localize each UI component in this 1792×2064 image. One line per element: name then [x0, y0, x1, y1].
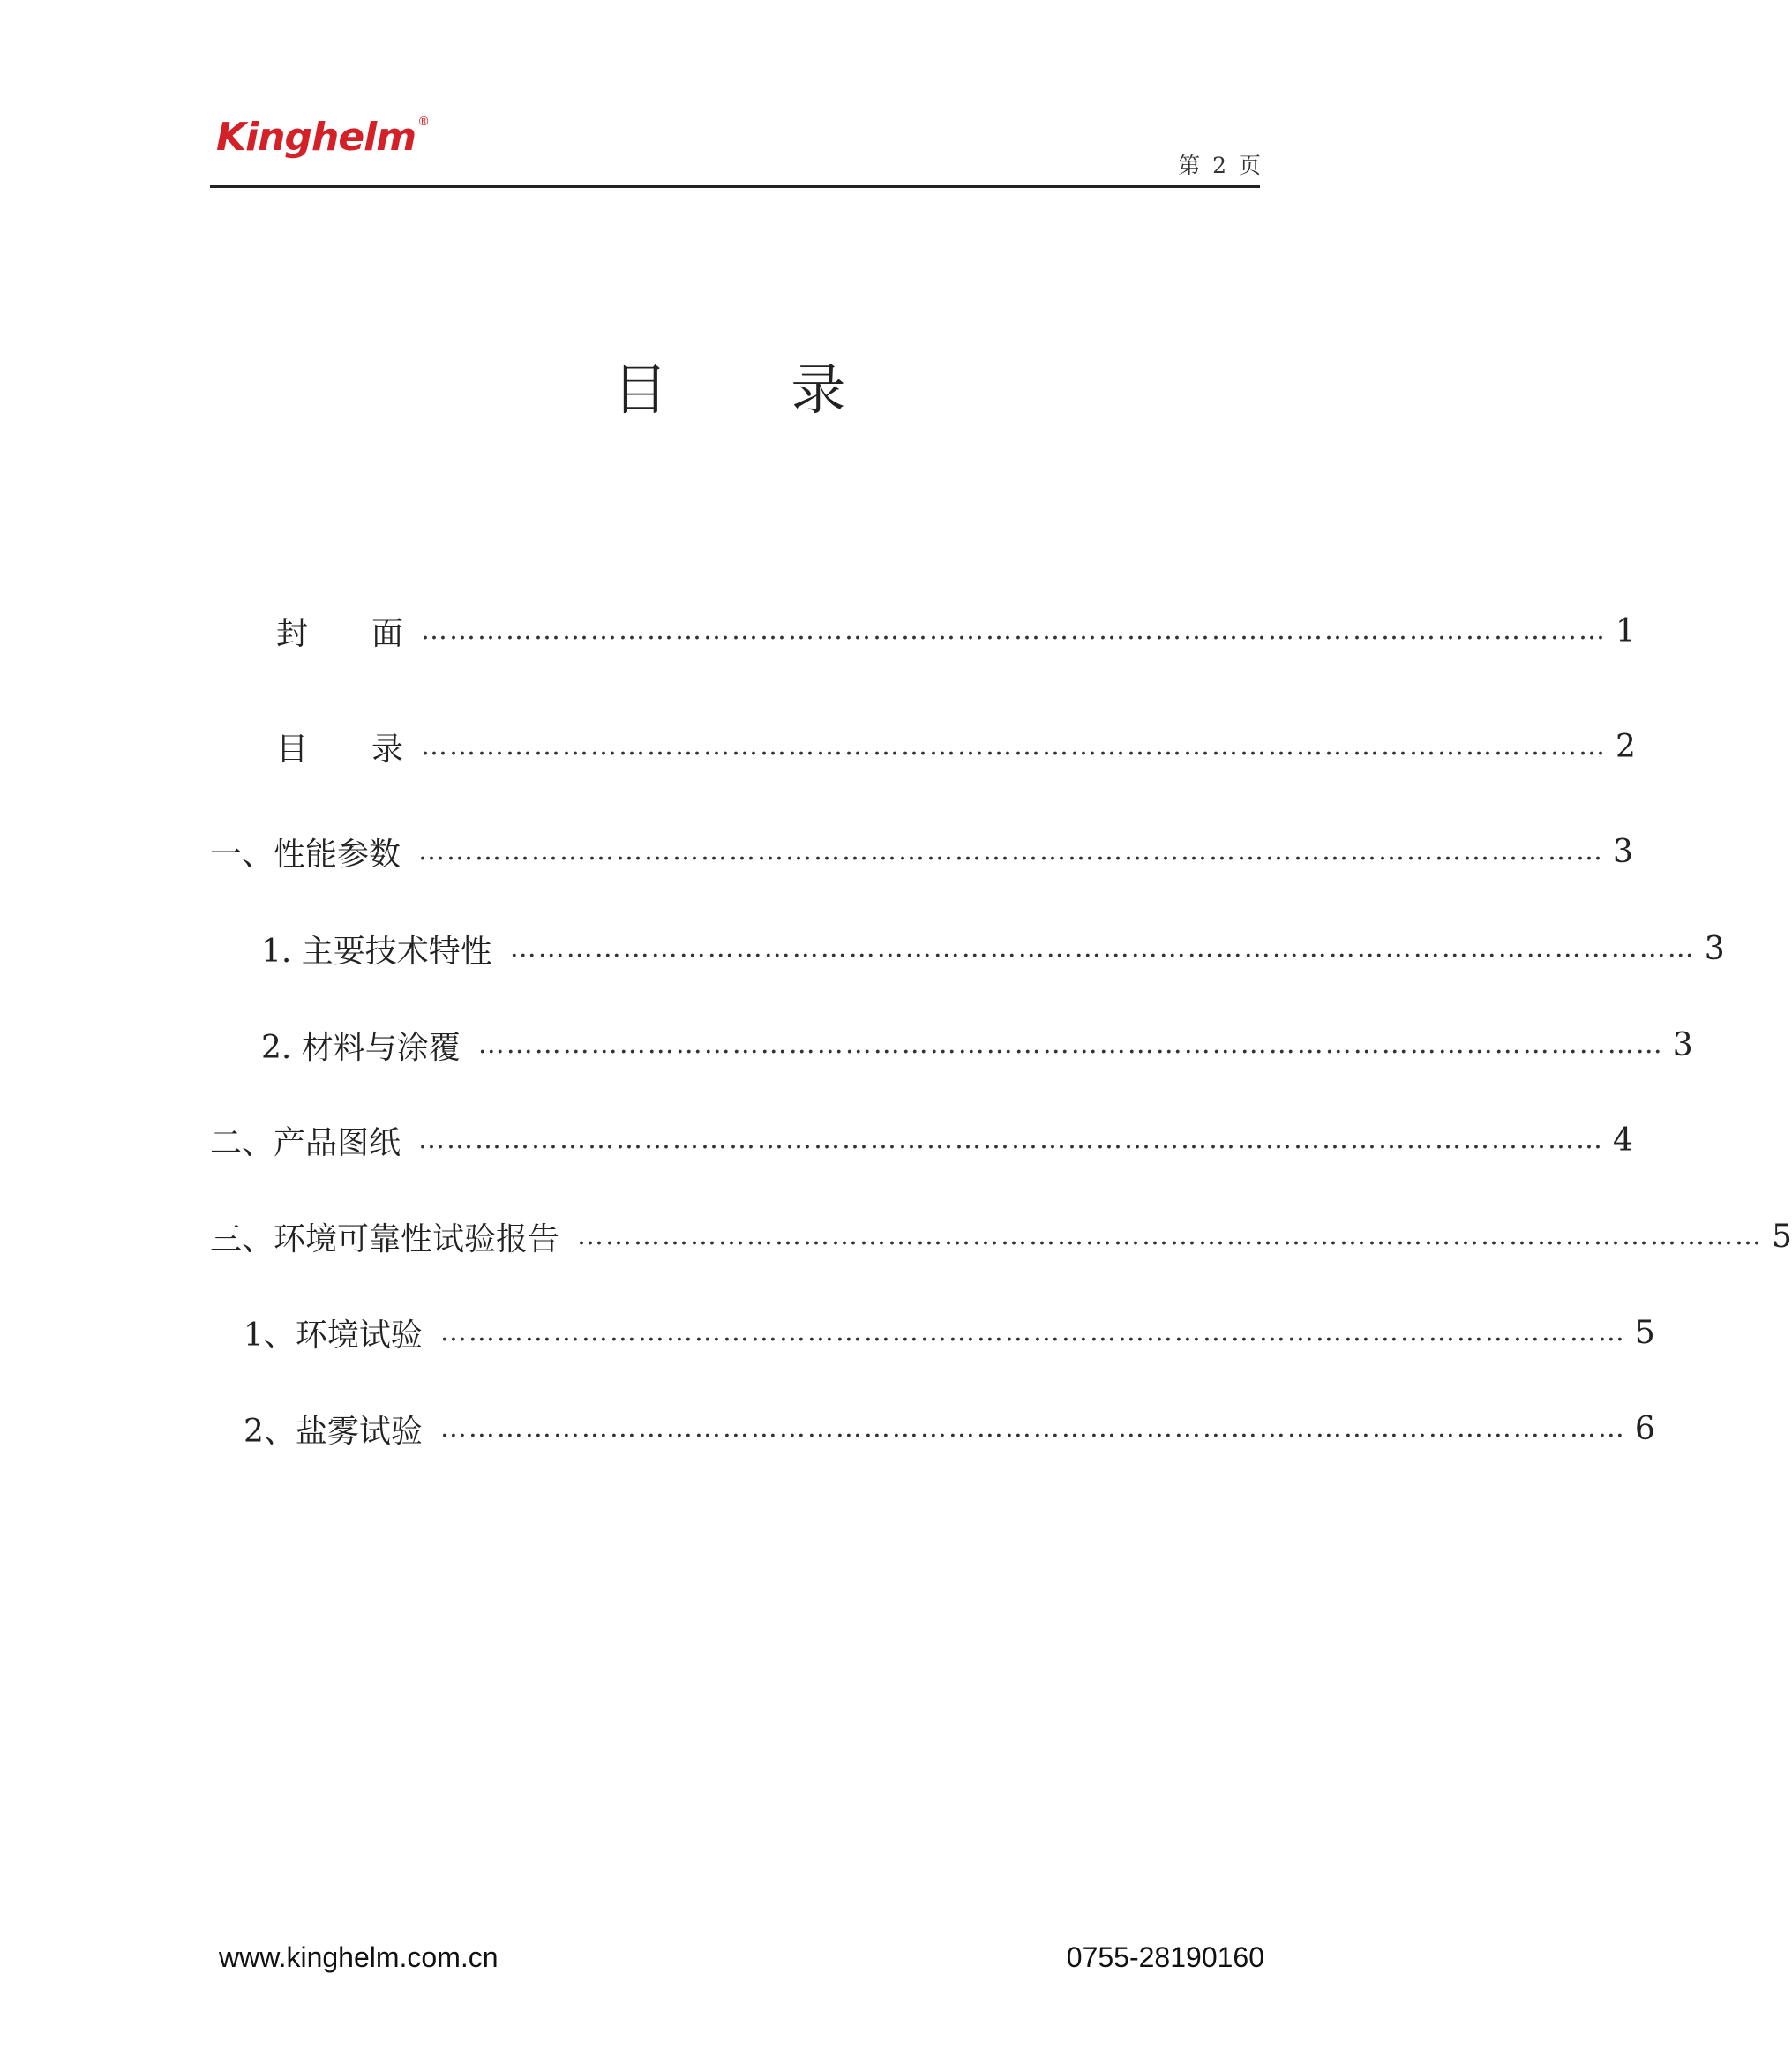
toc-entry-page: 6 [1634, 1410, 1655, 1447]
toc-entry-label: 二、产品图纸 [210, 1124, 401, 1161]
header-divider [210, 185, 1260, 188]
toc-leader-dots: ……………………………………………………………………………………………………………… [509, 933, 1696, 964]
toc-entry-cover [276, 609, 1636, 653]
toc-leader-dots: ……………………………………………………………………………………………………………… [477, 1029, 1664, 1060]
toc-entry-environment-test [244, 1310, 1655, 1355]
registered-mark: ® [417, 115, 430, 129]
toc-entry-page: 4 [1613, 1122, 1633, 1159]
toc-entry-page: 2 [1616, 728, 1636, 765]
toc-entry-materials [261, 1023, 1693, 1067]
page-title: 目 录 [612, 357, 899, 422]
toc-entry-page: 3 [1704, 930, 1725, 967]
toc-entry-page: 5 [1772, 1218, 1792, 1255]
toc-entry-label: 1、环境试验 [244, 1317, 423, 1354]
toc-leader-dots: ……………………………………………………………………………………………………………… [577, 1220, 1764, 1251]
toc-leader-dots: ……………………………………………………………………………………………………………… [421, 731, 1608, 762]
toc-entry-reliability-report [210, 1214, 1792, 1258]
toc-entry-label: 一、性能参数 [210, 836, 401, 873]
toc-leader-dots: ……………………………………………………………………………………………………………… [418, 1124, 1605, 1155]
toc-entry-page: 5 [1634, 1314, 1655, 1351]
toc-entry-label: 封 面 [276, 615, 404, 652]
toc-entry-label: 三、环境可靠性试验报告 [210, 1220, 560, 1257]
toc-entry-label: 2、盐雾试验 [244, 1413, 423, 1450]
logo-text: Kinghelm [216, 115, 416, 160]
kinghelm-logo [216, 115, 429, 160]
toc-entry-page: 1 [1616, 612, 1636, 649]
toc-entry-salt-spray-test [244, 1407, 1655, 1451]
toc-entry-page: 3 [1672, 1026, 1693, 1063]
toc-entry-label: 1. 主要技术特性 [261, 933, 492, 970]
toc-entry-page: 3 [1613, 833, 1633, 870]
toc-entry-label: 2. 材料与涂覆 [261, 1029, 461, 1066]
toc-entry-main-specs [261, 927, 1725, 971]
footer-website: www.kinghelm.com.cn [219, 1941, 499, 1973]
toc-leader-dots: ……………………………………………………………………………………………………………… [421, 615, 1608, 646]
toc-entry-drawings [210, 1118, 1633, 1162]
toc-leader-dots: ……………………………………………………………………………………………………………… [418, 836, 1605, 867]
footer-phone: 0755-28190160 [1066, 1941, 1264, 1973]
toc-entry-contents [276, 724, 1636, 769]
page-number: 第 2 页 [1178, 153, 1261, 178]
toc-entry-label: 目 录 [276, 731, 404, 768]
toc-leader-dots: ……………………………………………………………………………………………………………… [439, 1317, 1626, 1347]
toc-leader-dots: ……………………………………………………………………………………………………………… [439, 1413, 1626, 1444]
toc-entry-performance [210, 829, 1633, 874]
